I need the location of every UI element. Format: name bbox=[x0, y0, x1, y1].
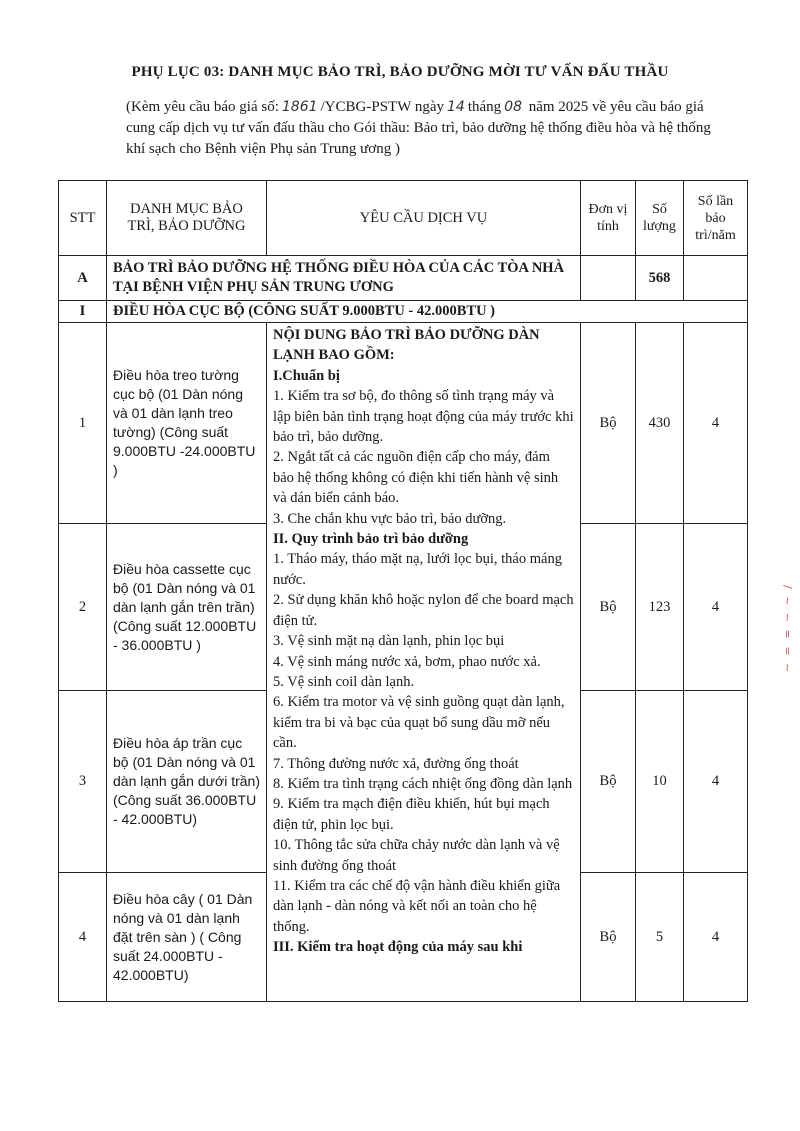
service-item: 11. Kiểm tra các chế độ vận hành điều khiển giữa dàn lạnh - dàn nóng và kết nối an toàn cho hệ thống. bbox=[273, 877, 561, 935]
row-so-lan: 4 bbox=[684, 691, 748, 873]
section-i-row bbox=[59, 301, 748, 323]
row-don-vi: Bộ bbox=[581, 873, 636, 1002]
section-a-don-vi bbox=[581, 256, 636, 301]
section-a-so-lan bbox=[684, 256, 748, 301]
row-so-lan: 4 bbox=[684, 323, 748, 524]
service-item: 1. Tháo máy, tháo mặt nạ, lưới lọc bụi, tháo máng nước. bbox=[273, 551, 562, 588]
handwritten-month: 08 bbox=[504, 99, 522, 115]
service-item: 3. Vệ sinh mặt nạ dàn lạnh, phin lọc bụi bbox=[273, 633, 505, 650]
section-a-name: BẢO TRÌ BẢO DƯỠNG HỆ THỐNG ĐIỀU HÒA CỦA CÁC TÒA NHÀ TẠI BỆNH VIỆN PHỤ SẢN TRUNG ƯƠNG bbox=[107, 256, 581, 301]
table-row bbox=[59, 323, 748, 524]
service-item: 2. Ngắt tất cả các nguồn điện cấp cho máy, đảm bảo hệ thống không có điện khi tiến hành vệ sinh và dán biển cảnh báo. bbox=[273, 449, 559, 507]
intro-text-4: năm 2025 về yêu cầu báo giá cung cấp dịch vụ tư vấn đấu thầu cho Gói thầu: Bảo trì, bảo dưỡng hệ thống điều hòa và hệ thống khí sạch cho Bệnh viện Phụ sản Trung ương ) bbox=[126, 99, 711, 157]
header-so-luong: Số lượng bbox=[636, 181, 684, 256]
intro-text-3: tháng bbox=[467, 99, 502, 115]
service-item: 2. Sử dụng khăn khô hoặc nylon để che board mạch điện tử. bbox=[273, 592, 574, 629]
row-name: Điều hòa cassette cục bộ (01 Dàn nóng và 01 dàn lạnh gắn trên trần) (Công suất 12.000BTU - 36.000BTU ) bbox=[107, 524, 267, 691]
row-stt: 2 bbox=[59, 524, 107, 691]
row-name: Điều hòa treo tường cục bộ (01 Dàn nóng và 01 dàn lạnh treo tường) (Công suất 9.000BTU -24.000BTU ) bbox=[107, 323, 267, 524]
service-heading: NỘI DUNG BẢO TRÌ BẢO DƯỠNG DÀN LẠNH BAO GỒM: bbox=[273, 327, 540, 364]
section-i-name: ĐIỀU HÒA CỤC BỘ (CÔNG SUẤT 9.000BTU - 42.000BTU ) bbox=[107, 301, 748, 323]
row-stt: 3 bbox=[59, 691, 107, 873]
row-don-vi: Bộ bbox=[581, 323, 636, 524]
section-a-stt: A bbox=[59, 256, 107, 301]
service-sec2: II. Quy trình bảo trì bảo dưỡng bbox=[273, 531, 469, 548]
service-item: 7. Thông đường nước xả, đường ống thoát bbox=[273, 755, 519, 772]
row-so-luong: 123 bbox=[636, 524, 684, 691]
section-a-so-luong: 568 bbox=[636, 256, 684, 301]
service-item: 5. Vệ sinh coil dàn lạnh. bbox=[273, 673, 415, 690]
section-a-row bbox=[59, 256, 748, 301]
service-item: 10. Thông tắc sửa chữa chảy nước dàn lạnh và vệ sinh đường ống thoát bbox=[273, 837, 560, 874]
service-item: 8. Kiểm tra tình trạng cách nhiệt ống đồng dàn lạnh bbox=[273, 775, 573, 792]
header-danh-muc: DANH MỤC BẢO TRÌ, BẢO DƯỠNG bbox=[107, 181, 267, 256]
row-name: Điều hòa cây ( 01 Dàn nóng và 01 dàn lạnh đặt trên sàn ) ( Công suất 24.000BTU - 42.000BTU) bbox=[107, 873, 267, 1002]
header-don-vi: Đơn vị tính bbox=[581, 181, 636, 256]
row-so-luong: 430 bbox=[636, 323, 684, 524]
row-so-lan: 4 bbox=[684, 524, 748, 691]
service-sec3: III. Kiểm tra hoạt động của máy sau khi bbox=[273, 939, 523, 956]
header-yeu-cau: YÊU CẦU DỊCH VỤ bbox=[267, 181, 581, 256]
row-stt: 1 bbox=[59, 323, 107, 524]
header-stt: STT bbox=[59, 181, 107, 256]
table-header-row bbox=[59, 181, 748, 256]
service-sec1: I.Chuẩn bị bbox=[273, 367, 340, 384]
section-i-stt: I bbox=[59, 301, 107, 323]
row-so-lan: 4 bbox=[684, 873, 748, 1002]
service-description bbox=[267, 323, 581, 1002]
service-item: 9. Kiểm tra mạch điện điều khiển, hút bụi mạch điện tử, phin lọc bụi. bbox=[273, 796, 550, 833]
row-don-vi: Bộ bbox=[581, 524, 636, 691]
service-item: 1. Kiểm tra sơ bộ, đo thông số tình trạng máy và lập biên bản tình trạng hoạt động của máy trước khi bảo trì, bảo dưỡng. bbox=[273, 388, 574, 446]
row-stt: 4 bbox=[59, 873, 107, 1002]
row-name: Điều hòa áp trần cục bộ (01 Dàn nóng và 01 dàn lạnh gắn dưới trần) (Công suất 36.000BTU - 42.000BTU) bbox=[107, 691, 267, 873]
service-item: 6. Kiểm tra motor và vệ sinh guồng quạt dàn lạnh, kiểm tra bi và bạc của quạt bổ sung dầu mỡ nếu cần. bbox=[273, 694, 565, 752]
row-so-luong: 10 bbox=[636, 691, 684, 873]
handwritten-number: 1861 bbox=[281, 99, 318, 115]
intro-text-1: (Kèm yêu cầu báo giá số: bbox=[126, 99, 279, 115]
header-so-lan: Số lần bảo trì/năm bbox=[684, 181, 748, 256]
intro-text-2: /YCBG-PSTW ngày bbox=[320, 99, 444, 115]
service-item: 3. Che chắn khu vực bảo trì, bảo dưỡng. bbox=[273, 510, 507, 527]
handwritten-day: 14 bbox=[447, 99, 465, 115]
service-item: 4. Vệ sinh máng nước xả, bơm, phao nước xả. bbox=[273, 653, 541, 670]
document-title: PHỤ LỤC 03: DANH MỤC BẢO TRÌ, BẢO DƯỠNG MỜI TƯ VẤN ĐẤU THẦU bbox=[131, 64, 669, 80]
row-so-luong: 5 bbox=[636, 873, 684, 1002]
side-margin-mark: / ~ ~ = = ~ bbox=[781, 585, 794, 675]
maintenance-table bbox=[58, 180, 748, 1002]
row-don-vi: Bộ bbox=[581, 691, 636, 873]
document-intro bbox=[126, 97, 726, 160]
